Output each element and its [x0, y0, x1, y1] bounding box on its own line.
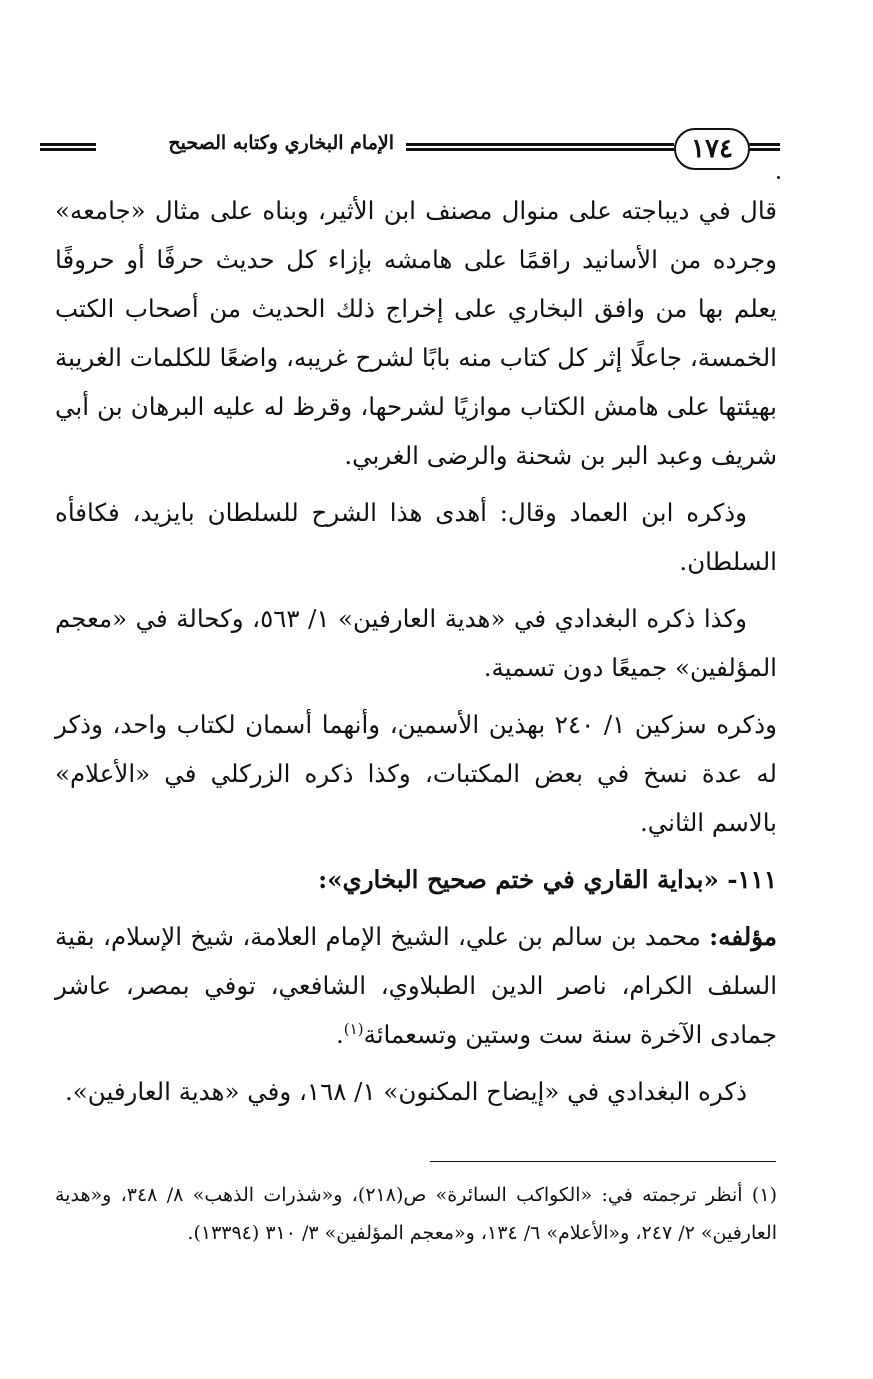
header-rule-middle — [406, 143, 674, 151]
paragraph-5 — [55, 912, 777, 1059]
running-title: الإمام البخاري وكتابه الصحيح — [168, 132, 394, 154]
header-dot — [777, 176, 780, 179]
paragraph-4: وذكره سزكين ١/ ٢٤٠ بهذين الأسمين، وأنهما أسمان لكتاب واحد، وذكر له عدة نسخ في بعض المكتبات، وكذا ذكره الزركلي في «الأعلام» بالاسم الثاني. — [55, 710, 778, 837]
paragraph-1: قال في ديباجته على منوال مصنف ابن الأثير، وبناه على مثال «جامعه» وجرده من الأسانيد راقمًا على هامشه بإزاء كل حديث حرفًا أو حروفًا يعلم بها من وافق البخاري على إخراج ذلك الحديث من أصحاب الكتب الخمسة، جاعلًا إثر كل كتاب منه بابًا لشرح غريبه، واضعًا للكلمات الغريبة بهيئتها على هامش الكتاب موازيًا لشرحها، وقرظ له عليه البرهان بن أبي شريف وعبد البر بن شحنة والرضى الغربي. — [55, 196, 777, 470]
paragraph-5-end: . — [335, 1020, 344, 1049]
author-label: مؤلفه: — [709, 922, 777, 951]
author-text: محمد بن سالم بن علي، الشيخ الإمام العلامة، شيخ الإسلام، بقية السلف الكرام، ناصر الدين الطبلاوي، الشافعي، توفي بمصر، عاشر جمادى الآخرة سنة ست وستين وتسعمائة — [55, 922, 777, 1049]
footnote-1-marker: (١) — [751, 1184, 777, 1206]
item-heading: ١١١- «بداية القاري في ختم صحيح البخاري»: — [318, 865, 777, 894]
footnote-section — [55, 1176, 777, 1252]
body-text — [55, 186, 777, 1124]
paragraph-2: وذكره ابن العماد وقال: أهدى هذا الشرح للسلطان بايزيد، فكافأه السلطان. — [55, 498, 777, 576]
page-number: ١٧٤ — [674, 128, 750, 170]
footnote-1-text: أنظر ترجمته في: «الكواكب السائرة» ص(٢١٨)، و«شذرات الذهب» ٨/ ٣٤٨، و«هدية العارفين» ٢/ ٢٤٧، و«الأعلام» ٦/ ١٣٤، و«معجم المؤلفين» ٣/ ٣١٠ (١٣٣٩٤). — [55, 1184, 777, 1244]
paragraph-3: وكذا ذكره البغدادي في «هدية العارفين» ١/ ٥٦٣، وكحالة في «معجم المؤلفين» جميعًا دون تسمية. — [55, 604, 777, 682]
footnote-ref-1[interactable]: (١) — [343, 1019, 364, 1038]
header-rule-right — [748, 143, 780, 151]
footnote-1 — [55, 1176, 777, 1252]
header-rule-left — [40, 143, 96, 151]
footnote-rule — [430, 1161, 776, 1162]
running-header — [40, 126, 780, 170]
paragraph-6: ذكره البغدادي في «إيضاح المكنون» ١/ ١٦٨، وفي «هدية العارفين». — [65, 1077, 747, 1106]
